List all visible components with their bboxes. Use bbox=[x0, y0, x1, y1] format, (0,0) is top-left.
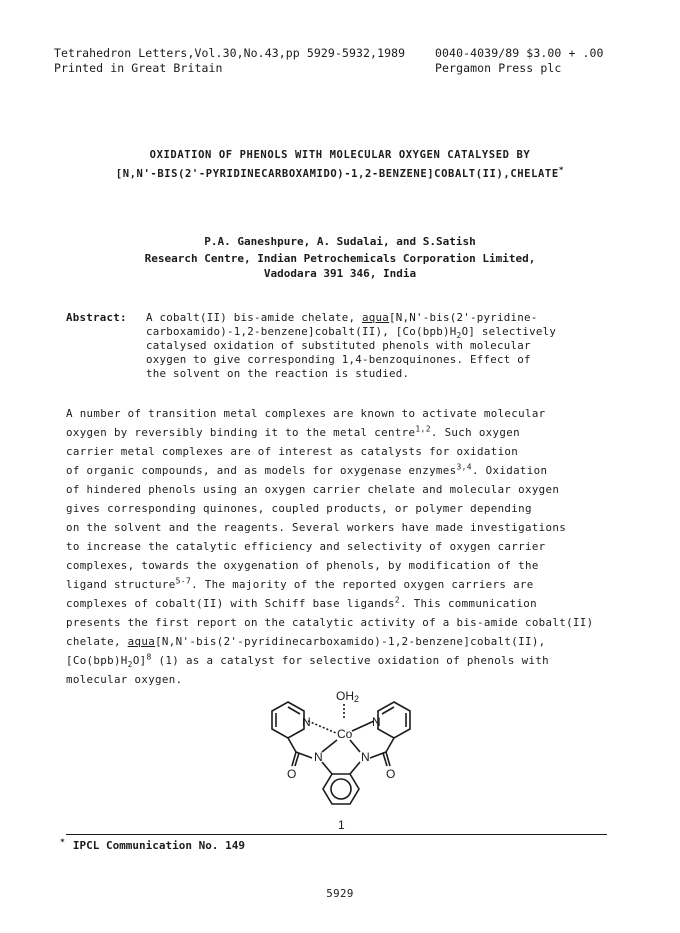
footnote bbox=[60, 839, 245, 852]
left-oxygen-label: O bbox=[287, 767, 297, 781]
body-line-2 bbox=[66, 426, 520, 439]
abstract-aqua: aqua bbox=[362, 311, 390, 324]
body-l13-a: chelate, bbox=[66, 635, 128, 648]
right-pyridine-n-label: N bbox=[372, 715, 381, 729]
body-l2-a: oxygen by reversibly binding it to the metal centre bbox=[66, 426, 416, 439]
publisher: Pergamon Press plc bbox=[435, 61, 562, 75]
left-amide-n-label: N bbox=[314, 750, 323, 764]
abstract-line-5: the solvent on the reaction is studied. bbox=[146, 367, 410, 380]
body-l14-a: [Co(bpb)H bbox=[66, 654, 128, 667]
body-l13-b: [N,N'-bis(2'-pyridinecarboxamido)-1,2-benzene]cobalt(II), bbox=[155, 635, 546, 648]
title-line-1: OXIDATION OF PHENOLS WITH MOLECULAR OXYGEN CATALYSED BY bbox=[149, 149, 531, 161]
author-names: P.A. Ganeshpure, A. Sudalai, and S.Satish bbox=[204, 235, 476, 248]
right-oxygen-label: O bbox=[386, 767, 396, 781]
abstract-line-4: oxygen to give corresponding 1,4-benzoquinones. Effect of bbox=[146, 353, 531, 366]
body-l10-ref: 5-7 bbox=[175, 576, 192, 586]
abstract-l1-a: A cobalt(II) bis-amide chelate, bbox=[146, 311, 363, 324]
body-line-10 bbox=[66, 578, 534, 591]
body-line-14 bbox=[66, 652, 550, 670]
body-l14-b: O] bbox=[132, 654, 147, 667]
abstract-l2-a: carboxamido)-1,2-benzene]cobalt(II), [Co(bpb)H bbox=[146, 325, 457, 338]
footnote-marker: * bbox=[60, 837, 65, 847]
abstract-l1-b: [N,N'-bis(2'-pyridine- bbox=[389, 311, 538, 324]
cobalt-label: Co bbox=[337, 727, 353, 741]
body-line-1: A number of transition metal complexes are known to activate molecular bbox=[66, 407, 546, 420]
journal-citation: Tetrahedron Letters,Vol.30,No.43,pp 5929-5932,1989 bbox=[54, 46, 406, 60]
body-l14-c: (1) as a catalyst for selective oxidation of phenols with bbox=[151, 654, 550, 667]
compound-number: 1 bbox=[338, 818, 345, 832]
printed-in: Printed in Great Britain bbox=[54, 61, 223, 75]
body-line-3: carrier metal complexes are of interest as catalysts for oxidation bbox=[66, 445, 519, 458]
body-l14-ref: 8 bbox=[146, 652, 152, 662]
body-line-11 bbox=[66, 597, 537, 610]
body-line-5: of hindered phenols using an oxygen carrier chelate and molecular oxygen bbox=[66, 483, 560, 496]
body-line-13 bbox=[66, 635, 546, 648]
body-l11-b: . This communication bbox=[400, 597, 538, 610]
body-line-8: to increase the catalytic efficiency and selectivity of oxygen carrier bbox=[66, 540, 546, 553]
water-label: OH2 bbox=[336, 689, 360, 704]
footnote-text: IPCL Communication No. 149 bbox=[72, 839, 246, 852]
body-l14-sub: 2 bbox=[127, 660, 133, 670]
abstract-label: Abstract: bbox=[66, 311, 127, 324]
compound-1-structure bbox=[240, 688, 440, 833]
body-l2-b: . Such oxygen bbox=[430, 426, 520, 439]
title-line-2 bbox=[0, 165, 680, 180]
body-line-4 bbox=[66, 464, 547, 477]
body-l11-a: complexes of cobalt(II) with Schiff base ligands bbox=[66, 597, 395, 610]
page-number: 5929 bbox=[326, 887, 354, 900]
affiliation-line-2: Vadodara 391 346, India bbox=[263, 267, 417, 280]
abstract-line-1 bbox=[146, 311, 538, 324]
body-l11-ref: 2 bbox=[394, 595, 400, 605]
body-aqua: aqua bbox=[127, 635, 156, 648]
abstract-line-2 bbox=[146, 325, 557, 341]
body-l4-b: . Oxidation bbox=[471, 464, 548, 477]
body-l2-ref: 1,2 bbox=[415, 424, 431, 434]
body-l10-b: . The majority of the reported oxygen carriers are bbox=[191, 578, 534, 591]
issn-price: 0040-4039/89 $3.00 + .00 bbox=[435, 46, 604, 60]
abstract-l2-sub: 2 bbox=[456, 331, 462, 341]
abstract-line-3: catalysed oxidation of substituted phenols with molecular bbox=[146, 339, 531, 352]
body-line-15: molecular oxygen. bbox=[66, 673, 183, 686]
body-l4-a: of organic compounds, and as models for oxygenase enzymes bbox=[66, 464, 457, 477]
right-amide-n-label: N bbox=[361, 750, 370, 764]
affiliation-line-1: Research Centre, Indian Petrochemicals Corporation Limited, bbox=[144, 252, 536, 265]
left-pyridine-n-label: N bbox=[302, 715, 311, 729]
title-footnote-marker: * bbox=[558, 165, 565, 175]
body-line-6: gives corresponding quinones, coupled products, or polymer depending bbox=[66, 502, 532, 515]
body-line-7: on the solvent and the reagents. Several workers have made investigations bbox=[66, 521, 567, 534]
footnote-rule bbox=[66, 834, 607, 835]
title-line-2-text: [N,N'-BIS(2'-PYRIDINECARBOXAMIDO)-1,2-BENZENE]COBALT(II),CHELATE bbox=[115, 168, 559, 180]
body-line-12: presents the first report on the catalytic activity of a bis-amide cobalt(II) bbox=[66, 616, 594, 629]
body-line-9: complexes, towards the oxygenation of phenols, by modification of the bbox=[66, 559, 539, 572]
body-l10-a: ligand structure bbox=[66, 578, 176, 591]
body-l4-ref: 3,4 bbox=[456, 462, 472, 472]
abstract-l2-b: O] selectively bbox=[461, 325, 557, 338]
